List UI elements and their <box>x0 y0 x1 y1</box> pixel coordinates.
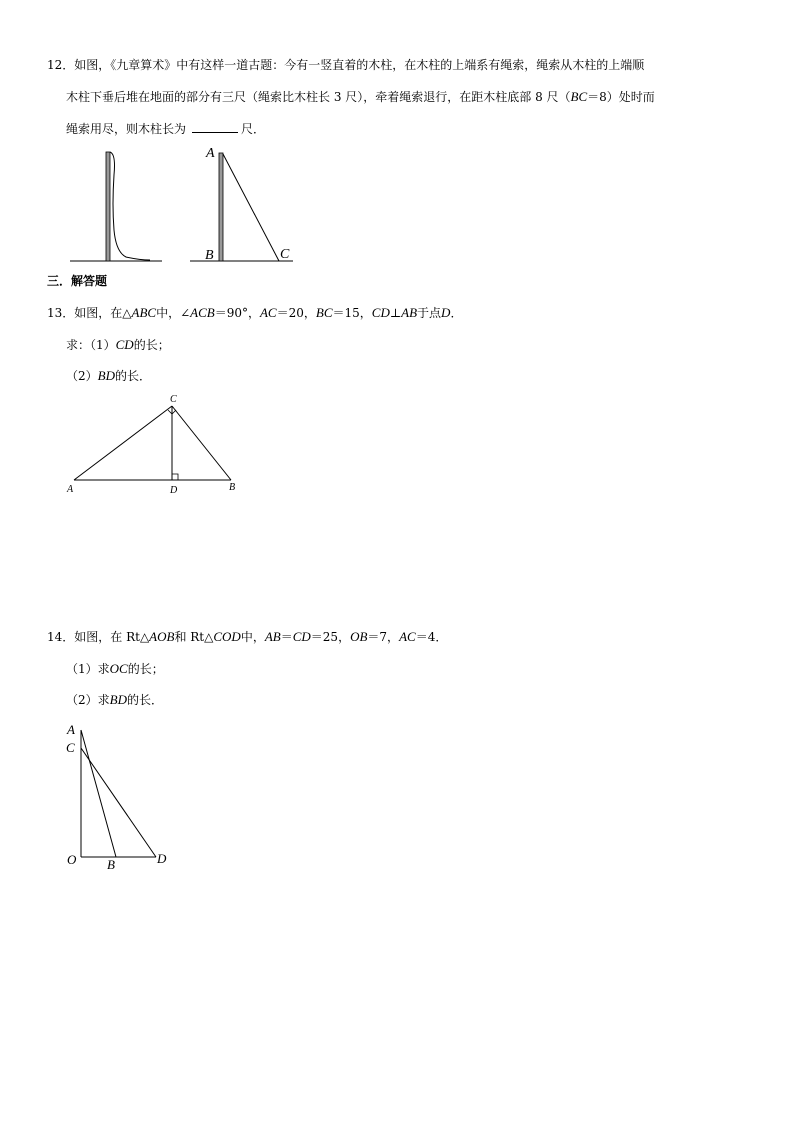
q13-text-a: 13．如图，在△ <box>47 306 132 320</box>
q13-ac: AC <box>259 305 277 320</box>
q13-sub1-cd: CD <box>115 337 134 352</box>
q14-label-o: O <box>67 852 77 867</box>
section-title <box>47 273 107 289</box>
q13-cd: CD <box>371 305 390 320</box>
q13-label-c: C <box>170 394 177 405</box>
q14-text-e: ＝25， <box>310 630 351 644</box>
q13-label-d: D <box>170 485 178 496</box>
q14-text-b: 和 Rt△ <box>174 630 214 644</box>
q13-text-h: ． <box>450 306 463 320</box>
q14-label-d: D <box>157 851 167 866</box>
q12-text-2b: ＝8）处时而 <box>587 90 655 104</box>
q12-text-1: 12．如图，《九章算术》中有这样一道古题：今有一竖直着的木柱，在木柱的上端系有绳索，绳索从木柱的上端顺 <box>47 58 645 72</box>
q13-sub1-a: 求：（1） <box>66 338 116 352</box>
q12-label-a: A <box>206 146 215 161</box>
q14-ac: AC <box>399 629 416 644</box>
q14-aob: AOB <box>149 629 175 644</box>
q13-acb: ACB <box>190 305 215 320</box>
q13-label-a: A <box>67 484 74 495</box>
q13-figure <box>66 394 235 496</box>
q13-sub1-b: 的长； <box>133 338 170 352</box>
q14-sub1-oc: OC <box>109 661 128 676</box>
q14-text-f: ＝7， <box>367 630 400 644</box>
q14-sub2-a: （2）求 <box>66 693 110 707</box>
q12-label-c: C <box>280 247 290 262</box>
q13-bc: BC <box>315 305 333 320</box>
q14-text-g: ＝4． <box>415 630 448 644</box>
q12-text-3b: 尺． <box>241 122 266 136</box>
q14-sub1-a: （1）求 <box>66 662 110 676</box>
q13-sub2-a: （2） <box>66 369 98 383</box>
q13-stem <box>47 305 462 321</box>
q14-label-a: A <box>67 722 75 737</box>
q13-sub2-b: 的长． <box>114 369 151 383</box>
q14-label-c: C <box>66 740 75 755</box>
q14-figure <box>66 722 167 872</box>
q14-ab: AB <box>264 629 281 644</box>
q13-text-g: 于点 <box>417 306 442 320</box>
q14-sub2-b: 的长． <box>126 693 163 707</box>
q13-label-b: B <box>229 482 236 493</box>
q12-text-3a: 绳索用尽，则木柱长为 <box>66 122 187 136</box>
q14-ob: OB <box>350 629 368 644</box>
q13-text-c: ＝90°， <box>214 306 260 320</box>
q14-sub1 <box>66 661 164 677</box>
q14-sub2-bd: BD <box>109 692 127 707</box>
q14-text-d: ＝ <box>280 630 293 644</box>
q12-label-b: B <box>205 248 214 263</box>
q14-label-b: B <box>107 857 115 872</box>
q12-text-2a: 木柱下垂后堆在地面的部分有三尺（绳索比木柱长 3 尺），牵着绳索退行，在距木柱底部 8 尺（ <box>66 90 571 104</box>
q13-text-f: ⊥ <box>389 306 402 320</box>
q12-bc: BC <box>570 89 588 104</box>
q14-cod: COD <box>213 629 241 644</box>
q14-cd: CD <box>292 629 311 644</box>
q14-text-a: 14．如图，在 Rt△ <box>47 630 150 644</box>
q12-figure-right <box>190 146 293 263</box>
q13-sub2-bd: BD <box>97 368 115 383</box>
q14-stem <box>47 629 447 645</box>
q13-d: D <box>441 305 451 320</box>
q13-text-b: 中，∠ <box>156 306 191 320</box>
q14-text-c: 中， <box>240 630 265 644</box>
section-title-text: 三．解答题 <box>47 274 108 288</box>
q13-text-e: ＝15， <box>332 306 372 320</box>
q14-sub2 <box>66 692 163 708</box>
q14-sub1-b: 的长； <box>127 662 164 676</box>
q13-sub2 <box>66 368 151 384</box>
q13-ab: AB <box>401 305 418 320</box>
q12-figure-left <box>70 152 162 261</box>
q13-abc: ABC <box>131 305 157 320</box>
q13-sub1 <box>66 337 170 353</box>
q13-text-d: ＝20， <box>276 306 316 320</box>
